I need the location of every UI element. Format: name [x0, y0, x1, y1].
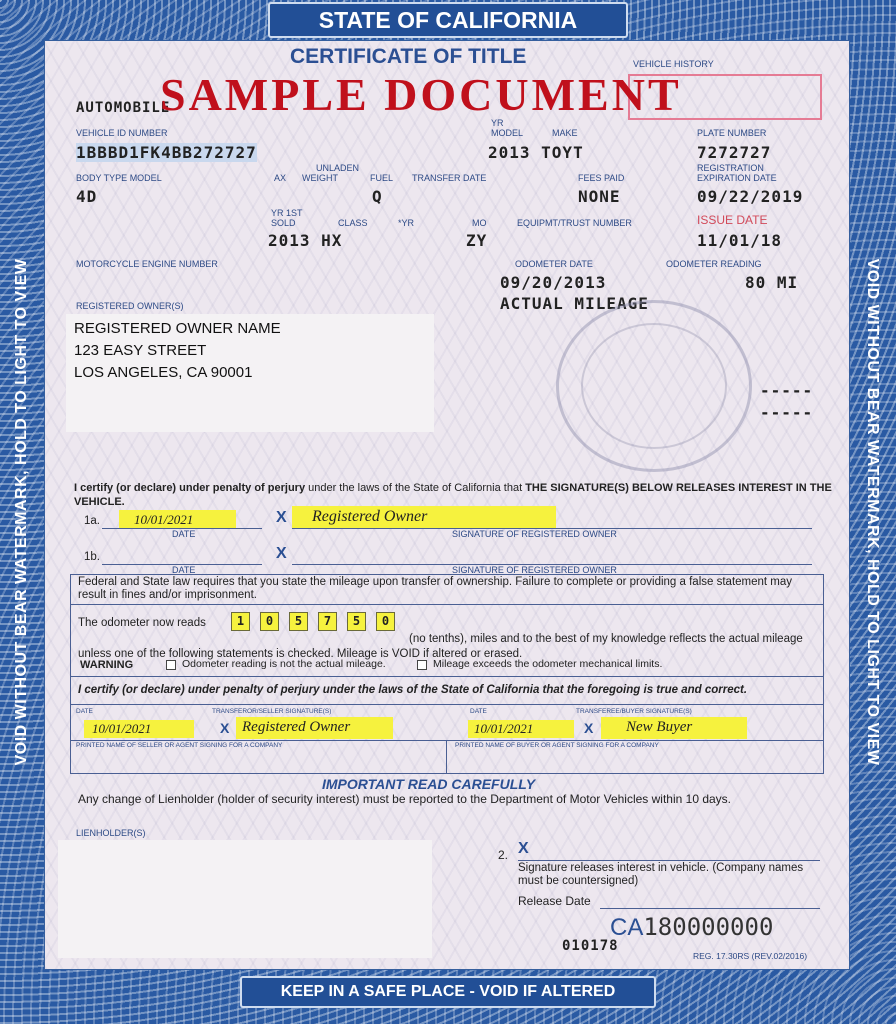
document-title: CERTIFICATE OF TITLE — [290, 45, 527, 68]
owner-city: LOS ANGELES, CA 90001 — [74, 364, 253, 381]
fuel-value: Q — [372, 187, 383, 206]
lienholder-notice: Any change of Lienholder (holder of security interest) must be reported to the Department of Motor Vehicles within 10 days. — [78, 792, 732, 806]
release-cert-post: THE SIGNATURE(S) BELOW RELEASES INTEREST IN THE VEHICLE. — [74, 482, 832, 508]
odometer-digit: 0 — [260, 612, 279, 631]
print-name-divider — [446, 740, 447, 774]
transfer-date-label: TRANSFER DATE — [412, 173, 487, 183]
control-number: 010178 — [562, 938, 619, 954]
state-banner: STATE OF CALIFORNIA — [268, 2, 628, 38]
mo-label: MO — [472, 218, 487, 228]
document-number-value: 180000000 — [643, 913, 774, 941]
buyer-signature-label: TRANSFEREE/BUYER SIGNATURE(S) — [576, 708, 692, 715]
not-actual-mileage-checkbox[interactable] — [166, 660, 176, 670]
reg-form-number: REG. 17.30RS (REV.02/2016) — [693, 951, 808, 961]
vehicle-history-label: VEHICLE HISTORY — [633, 59, 714, 69]
warning-label: WARNING — [80, 659, 134, 671]
odometer-digit: 7 — [318, 612, 337, 631]
sold-class-value: 2013 HX — [268, 231, 343, 250]
left-side-text: VOID WITHOUT BEAR WATERMARK, HOLD TO LIGHT TO VIEW — [13, 258, 30, 766]
seller-date-label: DATE — [76, 708, 93, 715]
exceeds-limits-label: Mileage exceeds the odometer mechanical limits. — [433, 658, 663, 670]
registered-owner-label: REGISTERED OWNER(S) — [76, 301, 184, 311]
model-label: MODEL — [491, 128, 524, 138]
class-label: CLASS — [338, 218, 368, 228]
vehicle-type: AUTOMOBILE — [76, 100, 171, 116]
fees-paid-value: NONE — [578, 187, 621, 206]
registration-label: REGISTRATION — [697, 163, 764, 173]
law-statement: Federal and State law requires that you state the mileage upon transfer of ownership. Failure to complete or providing a false statement may result in fines and/or imprisonment. — [78, 576, 793, 601]
odometer-reads-suffix: (no tenths), miles and to the best of my knowledge reflects the actual mileage unless one of the following statements is checked. Mileage is VOID if altered or erased. — [78, 633, 803, 660]
warning-divider — [70, 676, 824, 677]
item-2-number: 2. — [498, 848, 509, 862]
seller-date[interactable]: 10/01/2021 — [92, 721, 152, 736]
seller-signature-label: TRANSFEROR/SELLER SIGNATURE(S) — [212, 708, 332, 715]
weight-label: WEIGHT — [302, 173, 338, 183]
ax-label: AX — [274, 173, 287, 183]
right-side-text: VOID WITHOUT BEAR WATERMARK, HOLD TO LIGHT TO VIEW — [864, 258, 881, 766]
make-label: MAKE — [552, 128, 578, 138]
row-1b-prefix: 1b. — [84, 551, 100, 563]
row-1b-date-label: DATE — [172, 565, 196, 575]
buyer-date[interactable]: 10/01/2021 — [474, 721, 534, 736]
signature-divider — [70, 740, 824, 741]
odometer-date-value: 09/20/2013 — [500, 273, 607, 292]
release-cert-pre: I certify (or declare) under penalty of perjury — [74, 482, 306, 494]
mo-value: ZY — [466, 231, 488, 250]
odometer-reading-label: ODOMETER READING — [666, 259, 762, 269]
odometer-digit: 1 — [231, 612, 250, 631]
plate-value: 7272727 — [697, 143, 772, 162]
body-type-label: BODY TYPE MODEL — [76, 173, 162, 183]
row-1b-x: X — [276, 545, 287, 562]
lienholder-label: LIENHOLDER(S) — [76, 828, 146, 838]
release-text: Signature releases interest in vehicle. (Company names must be countersigned) — [518, 862, 804, 887]
odometer-reading-value: 80 MI — [745, 273, 799, 292]
seller-print-label: PRINTED NAME OF SELLER OR AGENT SIGNING FOR A COMPANY — [76, 742, 283, 749]
issue-date-label: ISSUE DATE — [697, 213, 768, 227]
law-divider — [70, 604, 824, 605]
expiration-value: 09/22/2019 — [697, 187, 804, 206]
odometer-digit: 5 — [347, 612, 366, 631]
lienholder-signature-line — [518, 860, 820, 861]
buyer-date-label: DATE — [470, 708, 487, 715]
odometer-date-label: ODOMETER DATE — [515, 259, 593, 269]
odometer-digit: 0 — [376, 612, 395, 631]
row-1a-date-label: DATE — [172, 529, 196, 539]
bottom-banner: KEEP IN A SAFE PLACE - VOID IF ALTERED — [240, 976, 656, 1008]
lienholder-box — [58, 840, 432, 958]
row-1a-signature[interactable]: Registered Owner — [312, 508, 428, 525]
row-1a-x: X — [276, 509, 287, 526]
vin-label: VEHICLE ID NUMBER — [76, 128, 168, 138]
lienholder-x: X — [518, 840, 529, 857]
row-1b-signature-label: SIGNATURE OF REGISTERED OWNER — [452, 565, 617, 575]
fuel-label: FUEL — [370, 173, 394, 183]
fees-paid-label: FEES PAID — [578, 173, 625, 183]
vin-value: 1BBBD1FK4BB272727 — [76, 143, 257, 162]
owner-street: 123 EASY STREET — [74, 342, 207, 359]
row-1a-signature-label: SIGNATURE OF REGISTERED OWNER — [452, 529, 617, 539]
document-number — [610, 913, 773, 942]
odometer-digit: 5 — [289, 612, 308, 631]
body-type-value: 4D — [76, 187, 98, 206]
dashes-2: ----- — [760, 403, 814, 422]
expiration-label: EXPIRATION DATE — [697, 173, 777, 183]
actual-mileage-value: ACTUAL MILEAGE — [500, 294, 649, 313]
release-date-label: Release Date — [518, 894, 591, 908]
year-make-value: 2013 TOYT — [488, 143, 584, 162]
document-number-prefix: CA — [610, 914, 644, 941]
seller-signature[interactable]: Registered Owner — [242, 719, 351, 735]
dashes-1: ----- — [760, 381, 814, 400]
row-1a-date[interactable]: 10/01/2021 — [134, 512, 194, 527]
buyer-signature[interactable]: New Buyer — [626, 719, 693, 735]
yr-label: YR — [491, 118, 504, 128]
equipmt-label: EQUIPMT/TRUST NUMBER — [517, 218, 632, 228]
important-heading: IMPORTANT READ CAREFULLY — [322, 776, 536, 792]
not-actual-mileage-label: Odometer reading is not the actual mileage. — [182, 658, 386, 670]
state-seal — [556, 300, 752, 472]
plate-label: PLATE NUMBER — [697, 128, 767, 138]
buyer-x: X — [584, 720, 594, 736]
yr-1st-label: YR 1ST — [271, 208, 303, 218]
seller-x: X — [220, 720, 230, 736]
release-cert-mid: under the laws of the State of California that — [305, 482, 526, 494]
motorcycle-engine-label: MOTORCYCLE ENGINE NUMBER — [76, 259, 218, 269]
issue-date-value: 11/01/18 — [697, 231, 783, 250]
release-certification — [74, 481, 834, 509]
buyer-print-label: PRINTED NAME OF BUYER OR AGENT SIGNING FOR A COMPANY — [455, 742, 659, 749]
star-yr-label: *YR — [398, 218, 415, 228]
release-date-line — [600, 908, 820, 909]
unladen-label: UNLADEN — [316, 163, 360, 173]
certify-divider — [70, 704, 824, 705]
exceeds-limits-checkbox[interactable] — [417, 660, 427, 670]
odometer-reads-prefix: The odometer now reads — [78, 617, 206, 629]
foregoing-certification: I certify (or declare) under penalty of perjury under the laws of the State of California that the foregoing is true and correct. — [78, 684, 748, 696]
sample-watermark: SAMPLE DOCUMENT — [160, 69, 682, 120]
owner-name: REGISTERED OWNER NAME — [74, 320, 281, 337]
sold-label: SOLD — [271, 218, 296, 228]
row-1a-prefix: 1a. — [84, 515, 100, 527]
